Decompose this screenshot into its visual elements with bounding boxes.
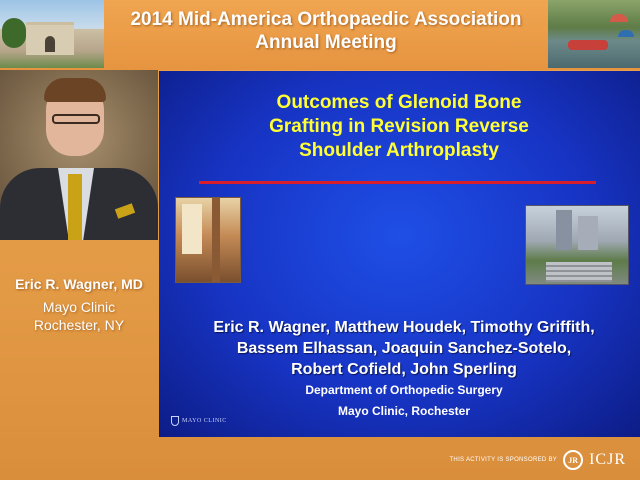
mayo-shield-icon bbox=[171, 416, 179, 426]
authors-line: Eric R. Wagner, Matthew Houdek, Timothy Griffith, bbox=[213, 319, 595, 336]
slide-institution: Mayo Clinic, Rochester bbox=[337, 404, 471, 418]
meeting-title bbox=[104, 8, 548, 54]
mayo-clinic-logo bbox=[171, 415, 227, 427]
icjr-name: ICJR bbox=[589, 451, 626, 468]
mayo-logo-text: MAYO CLINIC bbox=[182, 418, 227, 424]
slide-title bbox=[199, 91, 599, 163]
speaker-video bbox=[0, 70, 158, 240]
header-banner bbox=[0, 0, 640, 70]
authors-line: Robert Cofield, John Sperling bbox=[291, 361, 517, 378]
campus-photo bbox=[525, 205, 629, 285]
meeting-title-line1: 2014 Mid-America Orthopaedic Association bbox=[130, 9, 522, 30]
alamo-photo bbox=[0, 0, 104, 68]
icjr-logo-icon: JR bbox=[563, 450, 583, 470]
slide-title-line: Outcomes of Glenoid Bone bbox=[276, 92, 522, 113]
slide-department: Department of Orthopedic Surgery bbox=[305, 383, 503, 397]
title-divider bbox=[199, 181, 596, 184]
slide-title-line: Grafting in Revision Reverse bbox=[269, 116, 529, 137]
speaker-affiliation: Mayo Clinic bbox=[42, 299, 116, 315]
riverwalk-photo bbox=[548, 0, 640, 68]
meeting-title-line2: Annual Meeting bbox=[255, 32, 397, 53]
interior-photo bbox=[175, 197, 241, 283]
slide-authors bbox=[189, 317, 619, 380]
slide-title-line: Shoulder Arthroplasty bbox=[299, 140, 499, 161]
sponsor-badge bbox=[449, 449, 626, 471]
authors-line: Bassem Elhassan, Joaquin Sanchez-Sotelo, bbox=[236, 340, 572, 357]
speaker-location: Rochester, NY bbox=[33, 317, 125, 333]
sponsor-text: THIS ACTIVITY IS SPONSORED BY bbox=[449, 457, 558, 463]
speaker-name: Eric R. Wagner, MD bbox=[15, 276, 143, 292]
presentation-slide bbox=[159, 71, 640, 437]
